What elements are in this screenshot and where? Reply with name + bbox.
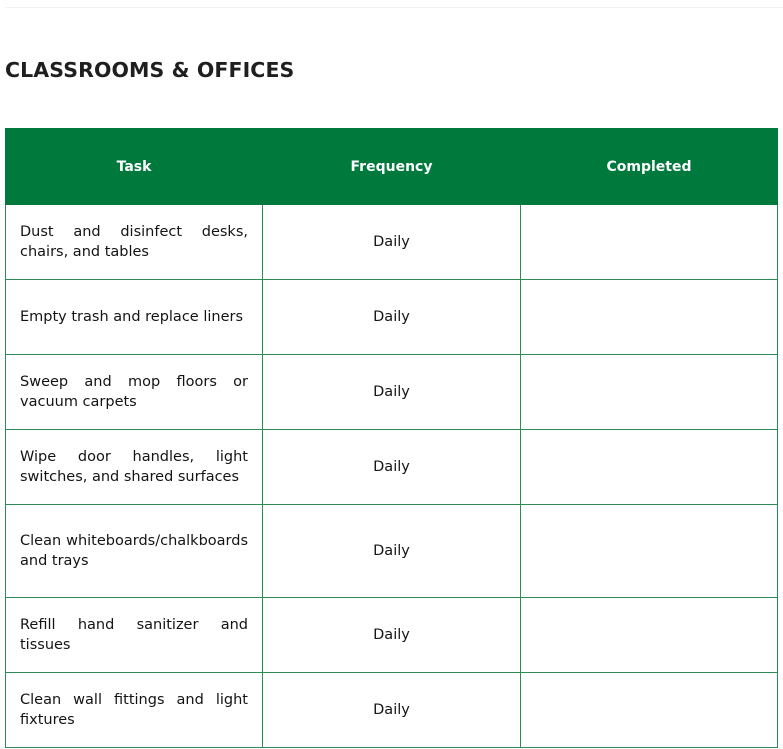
task-cell: Dust and disinfect desks, chairs, and tables (6, 205, 263, 280)
task-cell: Refill hand sanitizer and tissues (6, 598, 263, 673)
section-title: CLASSROOMS & OFFICES (5, 58, 295, 82)
completed-cell[interactable] (521, 598, 778, 673)
top-divider (5, 7, 783, 8)
table-row (6, 355, 778, 430)
completed-cell[interactable] (521, 355, 778, 430)
completed-value[interactable] (521, 280, 777, 354)
completed-value[interactable] (521, 673, 777, 747)
column-header-task: Task (6, 129, 263, 205)
completed-value[interactable] (521, 355, 777, 429)
frequency-cell: Daily (263, 430, 521, 505)
frequency-cell: Daily (263, 355, 521, 430)
frequency-cell: Daily (263, 205, 521, 280)
table-row (6, 505, 778, 598)
completed-cell[interactable] (521, 280, 778, 355)
task-cell: Clean wall fittings and light fixtures (6, 673, 263, 748)
table-row (6, 430, 778, 505)
task-cell: Wipe door handles, light switches, and shared surfaces (6, 430, 263, 505)
frequency-cell: Daily (263, 598, 521, 673)
table-row (6, 280, 778, 355)
task-cell: Clean whiteboards/chalkboards and trays (6, 505, 263, 598)
completed-value[interactable] (521, 505, 777, 597)
completed-cell[interactable] (521, 673, 778, 748)
table-header-row (6, 129, 778, 205)
completed-cell[interactable] (521, 205, 778, 280)
frequency-cell: Daily (263, 673, 521, 748)
table-row (6, 673, 778, 748)
completed-value[interactable] (521, 205, 777, 279)
task-cell: Sweep and mop floors or vacuum carpets (6, 355, 263, 430)
completed-cell[interactable] (521, 430, 778, 505)
frequency-cell: Daily (263, 280, 521, 355)
completed-cell[interactable] (521, 505, 778, 598)
column-header-frequency: Frequency (263, 129, 521, 205)
frequency-cell: Daily (263, 505, 521, 598)
table-row (6, 205, 778, 280)
completed-value[interactable] (521, 430, 777, 504)
cleaning-checklist-table (5, 128, 778, 748)
table-row (6, 598, 778, 673)
completed-value[interactable] (521, 598, 777, 672)
task-cell: Empty trash and replace liners (6, 280, 263, 355)
column-header-completed: Completed (521, 129, 778, 205)
